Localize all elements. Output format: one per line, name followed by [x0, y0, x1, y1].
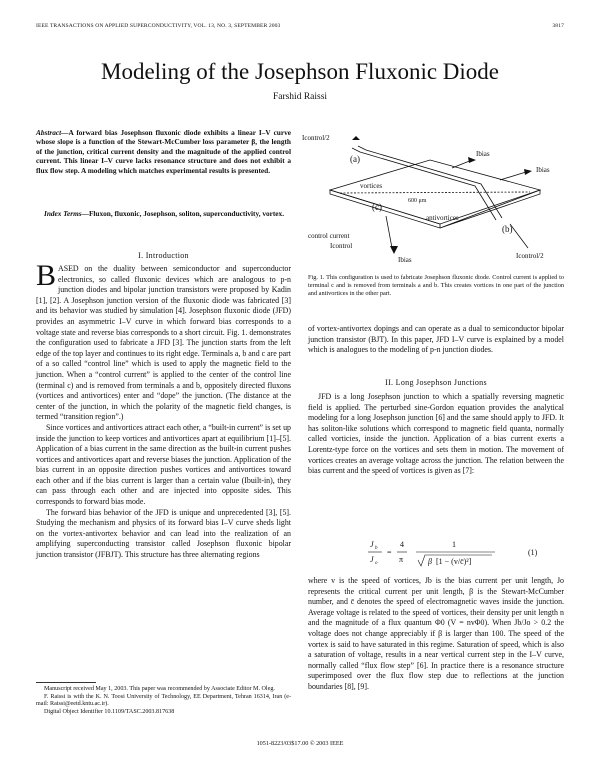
- bias-lead-bottom: [386, 216, 392, 248]
- abstract-label: Abstract—: [36, 128, 69, 137]
- junction-slab-side: [440, 190, 540, 228]
- journal-header: IEEE TRANSACTIONS ON APPLIED SUPERCONDUCTIVITY, VOL. 13, NO. 3, SEPTEMBER 2003: [36, 23, 281, 29]
- label-antivortices: antivortices: [426, 214, 459, 222]
- label-vortices: vortices: [360, 182, 383, 190]
- copyright-footer: 1051-8223/03$17.00 © 2003 IEEE: [256, 740, 344, 747]
- svg-text:J: J: [370, 555, 374, 564]
- svg-text:4: 4: [400, 540, 404, 549]
- bias-lead-right: [500, 172, 526, 180]
- arrow-control-top: [352, 136, 360, 140]
- footnotes: [36, 686, 291, 716]
- intro-heading: I. Introduction: [138, 251, 189, 260]
- intro-body: [36, 259, 292, 561]
- index-terms: [36, 209, 291, 218]
- footnote-rule: [36, 682, 96, 683]
- svg-text:=: =: [387, 548, 392, 557]
- label-icontrol-half-bottom: Icontrol/2: [516, 252, 544, 260]
- right-paragraph-2: JFD is a long Josephson junction to which a spatially reversing magnetic field is applied. The perturbed sine-Gordon equation provides the analytical modeling for a long Josephson junction [6] and the same should apply to JFD. It has soliton-like solutions which correspond to magnetic field quanta, normally called vorticies, inside the junction. Application of a bias current exerts a Lorentz-type force on the vortices and sets them in motion. The movement of vortices creates an average voltage across the junction. The relation between the bias current and the speed of vortices is given as [7]:: [308, 392, 564, 476]
- arrow-bias-right: [524, 169, 532, 175]
- right-body-top: [308, 324, 564, 356]
- paper-title: Modeling of the Josephson Fluxonic Diode: [101, 59, 499, 84]
- label-ibias-bottom: Ibias: [398, 256, 412, 264]
- label-b: (b): [502, 224, 513, 234]
- label-c: (c): [372, 202, 382, 212]
- index-terms-text: Fluxon, fluxonic, Josephson, soliton, superconductivity, vortex.: [88, 209, 285, 218]
- equation-number: (1): [528, 548, 538, 557]
- equation-1: [360, 536, 510, 570]
- svg-text:1: 1: [452, 540, 456, 549]
- right-paragraph-3: where v is the speed of vortices, Jb is the bias current per unit length, Jo represents the critical current per unit length, β is the Stewart-McCumber number, and c̄ denotes the speed of electromagnetic waves inside the junction. Average voltage is related to the speed of vortices, their density per unit length n and the magnitude of a flux quantum Φ0 (V = nvΦ0). When Jb/Jo > 0.2 the voltage does not change appreciably if β is larger than 100. The speed of the vortex is said to have saturated in this regime. Saturation of speed, which is also a saturation of voltage, results in a near vertical current step in the I–V curve, normally called “flux flow step” [6]. In practice there is a resonance structure superimposed over the flux flow step due to reflections at the junction boundaries [8], [9].: [308, 576, 564, 691]
- arrow-bias-top: [468, 157, 476, 163]
- footnote-affiliation: F. Raissi is with the K. N. Toosi University of Technology, EE Department, Tehran 16314, Iran (e-mail: Raissi@eetd.kntu.ac.ir).: [36, 693, 291, 707]
- figure-1-caption: Fig. 1. This configuration is used to fabricate Josephson fluxonic diode. Control current is applied to terminal c and is removed from terminals a and b. This creates vortices in one part of the junction and antivortices in the other part.: [308, 274, 564, 297]
- author: Farshid Raissi: [272, 92, 328, 102]
- label-a: (a): [350, 154, 360, 164]
- right-body-mid: [308, 392, 564, 477]
- abstract: [36, 128, 291, 175]
- svg-text:π: π: [399, 555, 404, 564]
- svg-text:β: β: [428, 557, 432, 566]
- junction-line: [340, 192, 530, 193]
- arrow-bias-bottom: [390, 246, 398, 254]
- svg-text:o: o: [375, 561, 378, 566]
- label-ibias-right: Ibias: [536, 166, 550, 174]
- svg-text:b: b: [375, 546, 378, 551]
- junction-slab-edge: [330, 190, 440, 228]
- svg-text:J: J: [370, 540, 374, 549]
- intro-paragraph-2: Since vortices and antivortices attract each other, a “built-in current” is set up inside the junction to keep vortices and antivortices apart at equilibrium [1]–[5]. Application of a bias current in the same direction as the built-in current pushes vortices and antivortices apart and reverse biases the junction. Application of the bias current in an opposite direction pushes vortices and antivortices toward each other and if the bias current is larger than a certain value (Ibuilt-in), they can pass through each other and are injected into opposite sides. This corresponds to forward bias mode.: [36, 422, 291, 507]
- figure-1-diagram: [300, 128, 562, 268]
- index-terms-label: Index Terms—: [44, 209, 89, 218]
- intro-paragraph-1: ASED on the duality between semiconductor and superconductor electronics, so called fluxonic devices which are analogous to p-n junction diodes and bipolar junction transistors were proposed by Kadin [1], [2]. A Josephson junction version of the fluxonic diode was fabricated [3] and its behavior was studied by simulation [4]. Josephson fluxonic diode (JFD) provides an asymmetric I–V curve in which forward bias corresponds to a voltage state and reverse bias corresponds to a short circuit. Fig. 1. demonstrates the configuration used to fabricate a JFD [3]. The junction starts from the left edge of the top layer and continues to its right edge. Terminals a, b and c are part of a so called “control line” which is used to apply the magnetic field to the junction. When a “control current” is applied to the center of the control line (terminal c) and is removed from terminals a and b, oppositely directed fluxons (vortices and antivortices) enter and “dope” the junction. (The distance at the center of the junction, in which the polarity of the magnetic field changes, is termed “transition region”.): [36, 264, 292, 422]
- svg-text:[1 − (v/c̄)²]: [1 − (v/c̄)²]: [436, 557, 472, 566]
- page-number: 3817: [552, 23, 564, 29]
- ljj-heading: II. Long Josephson Junctions: [385, 378, 487, 387]
- label-icontrol-half-top: Icontrol/2: [302, 134, 330, 142]
- drop-cap: B: [36, 259, 57, 292]
- right-body-bottom: [308, 576, 564, 693]
- intro-paragraph-3: The forward bias behavior of the JFD is unique and unprecedented [3], [5]. Studying the mechanism and physics of its forward bias I–V curve sheds light on the vortex-antivortex behavior and can lead into the realization of an amplifying superconducting transistor called Josephson fluxonic bipolar junction transistor (JFBJT). This structure has three alternating regions: [36, 507, 291, 560]
- footnote-doi: Digital Object Identifier 10.1109/TASC.2003.817638: [44, 708, 175, 715]
- label-icontrol: Icontrol: [330, 242, 353, 250]
- right-paragraph-1: of vortex-antivortex dopings and can operate as a dual to semiconductor bipolar junction transistor (BJT). In this paper, JFD I–V curve is explained by a model which is analogues to the modeling of p-n junction diodes.: [308, 324, 564, 355]
- abstract-text: A forward bias Josephson fluxonic diode exhibits a linear I–V curve whose slope is a function of the Stewart-McCumber loss parameter β, the length of the junction, critical current density and the magnitude of the applied control current. This linear I–V curve lacks resonance structure and does not exhibit a flux flow step. A modeling which matches experimental results is presented.: [36, 128, 291, 175]
- footnote-received: Manuscript received May 1, 2003. This paper was recommended by Associate Editor M. Oleg.: [44, 686, 275, 692]
- control-lead-b: [510, 224, 528, 248]
- label-ibias-top: Ibias: [476, 150, 490, 158]
- label-control-current: control current: [308, 232, 350, 240]
- label-length: 600 μm: [408, 198, 427, 204]
